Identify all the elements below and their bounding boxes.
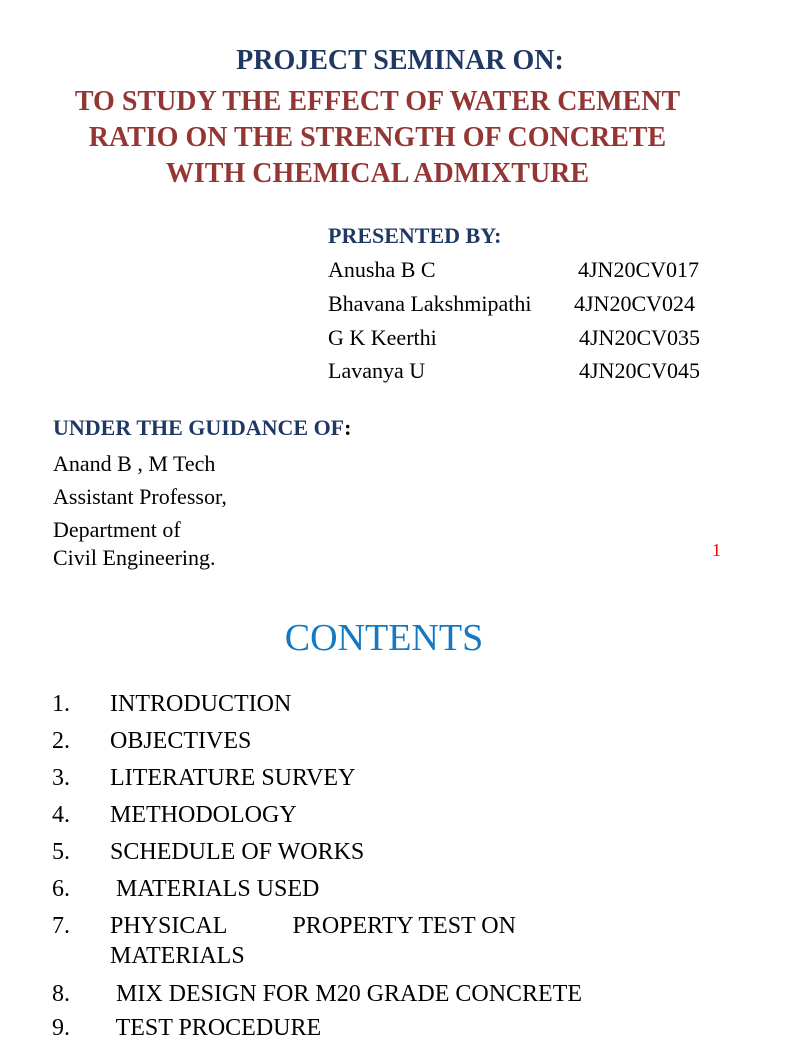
contents-item-number: 8. xyxy=(52,981,70,1007)
contents-item-number: 3. xyxy=(52,765,70,791)
seminar-heading xyxy=(0,43,800,79)
guidance-heading-colon: : xyxy=(344,415,352,440)
contents-item-mix-design: MIX DESIGN FOR M20 GRADE CONCRETE xyxy=(110,981,583,1007)
project-title-line: TO STUDY THE EFFECT OF WATER CEMENT xyxy=(74,86,681,117)
member-id: 4JN20CV045 xyxy=(579,358,701,383)
guide-name: Anand B , M Tech xyxy=(53,451,216,476)
member-name: Bhavana Lakshmipathi xyxy=(328,291,532,316)
contents-item-number: 9. xyxy=(52,1015,70,1041)
contents-item-physical-property-test: PHYSICAL PROPERTY TEST ON xyxy=(110,913,516,939)
project-title xyxy=(0,84,755,192)
member-name: Lavanya U xyxy=(328,358,426,383)
project-title-line: RATIO ON THE STRENGTH OF CONCRETE xyxy=(88,122,667,153)
contents-heading: CONTENTS xyxy=(284,617,484,659)
contents-item-number: 5. xyxy=(52,839,70,865)
page-number: 1 xyxy=(712,540,721,560)
guidance-heading xyxy=(53,414,351,442)
presented-by-heading: PRESENTED BY: xyxy=(328,223,502,248)
guide-designation: Assistant Professor, xyxy=(53,484,227,509)
contents-item-number: 2. xyxy=(52,728,70,754)
member-id: 4JN20CV024 xyxy=(574,291,696,316)
contents-item-schedule-of-works: SCHEDULE OF WORKS xyxy=(110,839,365,865)
guide-department-name: Civil Engineering. xyxy=(53,545,216,570)
member-name: G K Keerthi xyxy=(328,325,437,350)
guidance-heading-text: UNDER THE GUIDANCE OF xyxy=(53,415,345,440)
contents-item-methodology: METHODOLOGY xyxy=(110,802,297,828)
contents-item-objectives: OBJECTIVES xyxy=(110,728,252,754)
project-title-line: WITH CHEMICAL ADMIXTURE xyxy=(165,158,590,189)
seminar-heading-text: PROJECT SEMINAR ON: xyxy=(236,45,564,76)
contents-item-number: 6. xyxy=(52,876,70,902)
contents-item-number: 1. xyxy=(52,691,70,717)
contents-item-literature-survey: LITERATURE SURVEY xyxy=(110,765,356,791)
contents-item-physical-property-test-continued: MATERIALS xyxy=(110,943,245,969)
contents-item-number: 7. xyxy=(52,913,70,939)
member-name: Anusha B C xyxy=(328,257,436,282)
guide-department: Department of xyxy=(53,517,181,542)
contents-item-number: 4. xyxy=(52,802,70,828)
contents-item-introduction: INTRODUCTION xyxy=(110,691,292,717)
member-id: 4JN20CV017 xyxy=(578,257,700,282)
member-id: 4JN20CV035 xyxy=(579,325,701,350)
contents-item-test-procedure: TEST PROCEDURE xyxy=(110,1015,322,1041)
contents-item-materials-used: MATERIALS USED xyxy=(110,876,320,902)
